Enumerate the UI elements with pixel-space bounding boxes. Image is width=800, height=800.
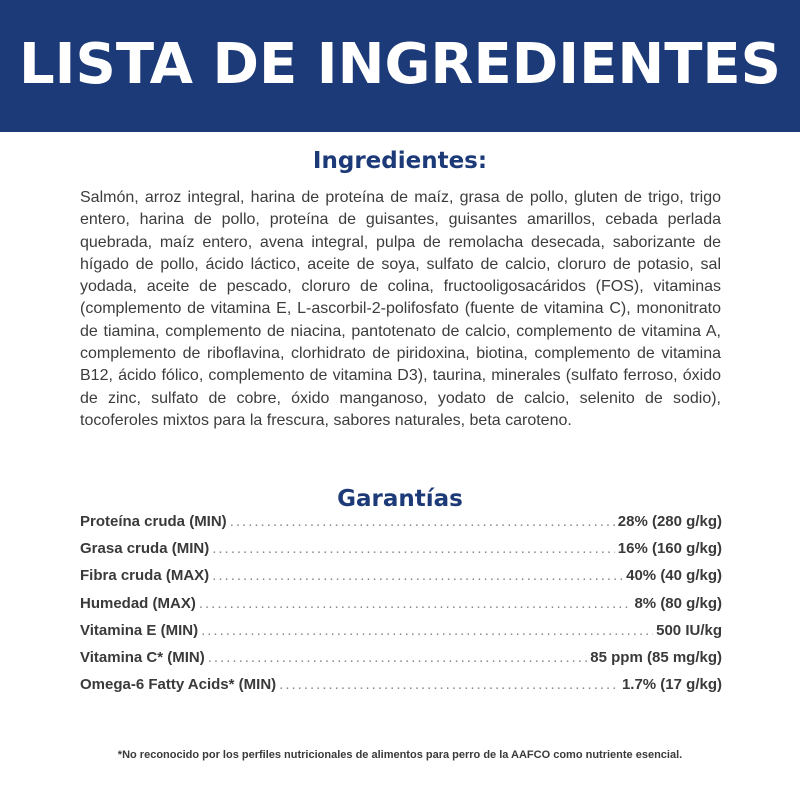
- title-banner: [0, 0, 800, 132]
- guarantee-row-omega-6: [80, 676, 722, 703]
- guarantee-label: Humedad (MAX): [80, 594, 196, 612]
- guarantee-value: 40% (40 g/kg): [626, 567, 722, 585]
- ingredients-list-text: Salmón, arroz integral, harina de proteína de maíz, grasa de pollo, gluten de trigo, trigo entero, harina de pollo, proteína de guisantes, guisantes amarillos, cebada perlada quebrada, maíz entero, avena integral, pulpa de remolacha desecada, saborizante de hígado de pollo, ácido láctico, aceite de soya, sulfato de calcio, cloruro de potasio, sal yodada, aceite de pescado, cloruro de colina, fructooligosacáridos (FOS), vitaminas (complemento de vitamina E, L-ascorbil-2-polifosfato (fuente de vitamina C), mononitrato de tiamina, complemento de niacina, pantotenato de calcio, complemento de vitamina A, complemento de riboflavina, clorhidrato de piridoxina, biotina, complemento de vitamina B12, ácido fólico, complemento de vitamina D3), taurina, minerales (sulfato ferroso, óxido de zinc, sulfato de cobre, óxido manganoso, yodato de calcio, selenito de sodio), tocoferoles mixtos para la frescura, sabores naturales, beta caroteno.: [80, 189, 721, 429]
- guarantee-label: Grasa cruda (MIN): [80, 540, 210, 558]
- dot-leader: [230, 513, 615, 530]
- guarantees-heading: Garantías: [337, 486, 463, 512]
- dot-leader: [201, 622, 653, 639]
- footnote: *No reconocido por los perfiles nutricionales de alimentos para perro de la AAFCO como nutriente esencial.: [117, 749, 683, 761]
- guarantee-row-crude-fat: [80, 540, 722, 567]
- dot-leader: [208, 649, 588, 666]
- dot-leader: [199, 595, 632, 612]
- guarantee-row-vitamin-e: [80, 622, 722, 649]
- guarantee-row-crude-fiber: [80, 567, 722, 594]
- guarantee-row-vitamin-c: [80, 649, 722, 676]
- guarantee-label: Omega-6 Fatty Acids* (MIN): [80, 676, 277, 694]
- guarantee-value: 28% (280 g/kg): [617, 513, 722, 530]
- dot-leader: [212, 540, 615, 557]
- dot-leader: [279, 676, 619, 693]
- guarantee-value: 1.7% (17 g/kg): [621, 676, 722, 694]
- guarantee-label: Vitamina C* (MIN): [80, 648, 205, 666]
- guarantee-label: Fibra cruda (MAX): [80, 567, 210, 585]
- guarantee-label: Vitamina E (MIN): [80, 621, 199, 639]
- guarantee-row-moisture: [80, 595, 722, 622]
- guarantee-value: 16% (160 g/kg): [617, 540, 722, 558]
- ingredients-heading: Ingredientes:: [312, 148, 488, 174]
- guarantee-value: 500 IU/kg: [656, 621, 722, 639]
- guarantee-value: 8% (80 g/kg): [634, 594, 722, 612]
- dot-leader: [212, 567, 623, 584]
- guaranteed-analysis-table: [80, 513, 722, 703]
- guarantee-label: Proteína cruda (MIN): [80, 513, 227, 530]
- guarantee-value: 85 ppm (85 mg/kg): [590, 648, 722, 666]
- page-title: LISTA DE INGREDIENTES: [18, 31, 782, 97]
- guarantee-row-crude-protein: [80, 513, 722, 540]
